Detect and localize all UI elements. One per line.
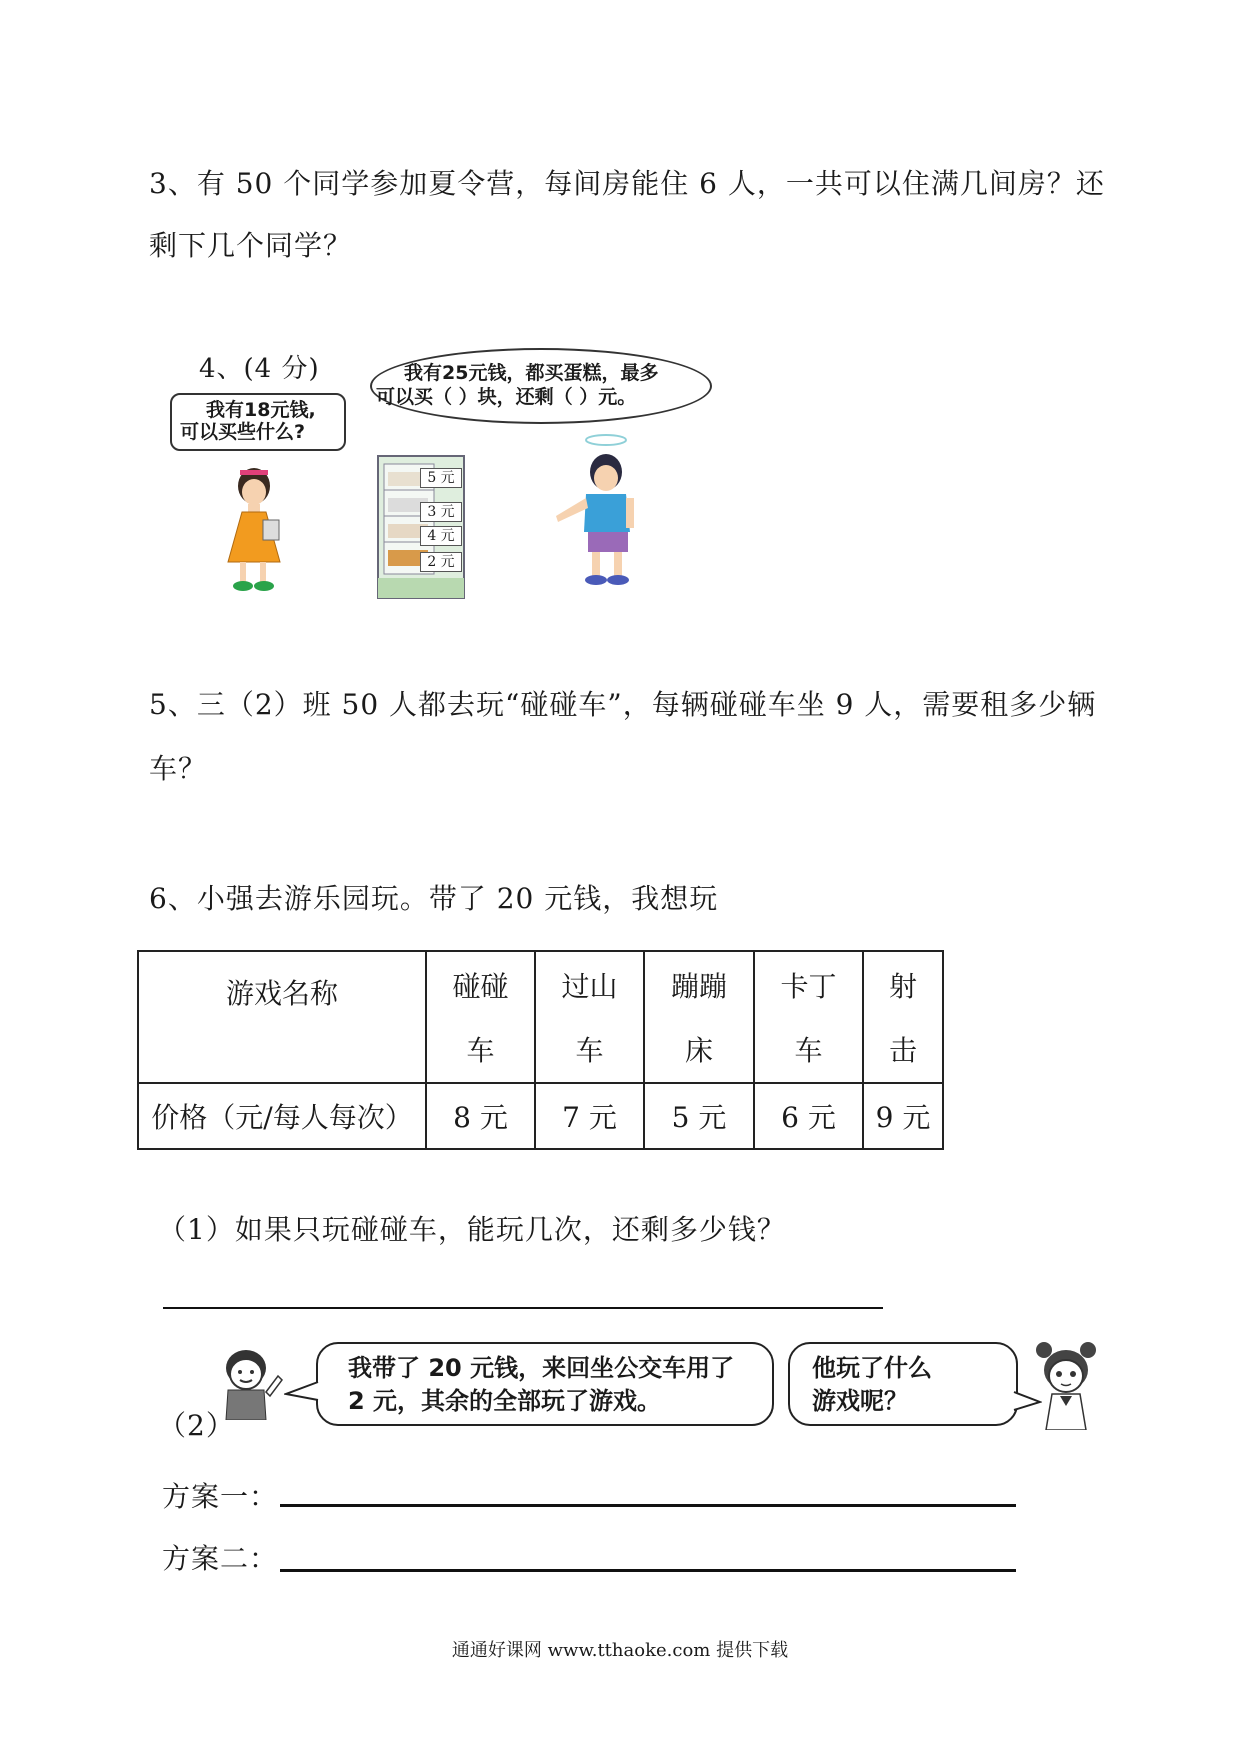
- header-label-cell: [138, 951, 426, 1083]
- table-row: [138, 951, 943, 1083]
- price-cell: 8 元: [426, 1083, 535, 1149]
- price-tag-1: 5 元: [420, 468, 462, 488]
- game-name-top: 碰碰: [452, 970, 509, 1003]
- game-name-top: 卡丁: [780, 970, 837, 1003]
- q6-intro: 6、小强去游乐园玩。带了 20 元钱，我想玩: [149, 882, 719, 915]
- boy-bubble-line2: 可以买（ ）块，还剩（ ）元。: [376, 386, 637, 408]
- game-name-cell: [644, 951, 754, 1083]
- boy-speech-line2: 2 元，其余的全部玩了游戏。: [348, 1387, 662, 1415]
- boy-speech-line1: 我带了 20 元钱，来回坐公交车用了: [348, 1354, 735, 1382]
- q5-line2: 车？: [149, 752, 208, 785]
- q4-label: 4、(4 分): [199, 354, 320, 384]
- price-cell: 9 元: [863, 1083, 943, 1149]
- q3-line2: 剩下几个同学？: [149, 229, 353, 262]
- game-name-bottom: 车: [575, 1034, 604, 1067]
- girl-illustration: [208, 462, 298, 598]
- plan2-label: 方案二：: [162, 1542, 279, 1575]
- game-name-top: 蹦蹦: [670, 970, 727, 1003]
- boy-speech-bubble: [316, 1342, 774, 1426]
- game-name-bottom: 击: [888, 1034, 917, 1067]
- game-name-top: 过山: [561, 970, 618, 1003]
- boy-speech-tail: [284, 1380, 320, 1404]
- girl-cartoon-icon: [1030, 1340, 1102, 1434]
- girl-speech-line1: 他玩了什么: [812, 1354, 932, 1382]
- answer-line-1: [163, 1307, 883, 1309]
- q6-sub1: （1）如果只玩碰碰车，能玩几次，还剩多少钱？: [158, 1213, 786, 1246]
- game-name-bottom: 车: [466, 1034, 495, 1067]
- header-label: 游戏名称: [225, 977, 338, 1010]
- game-name-cell: [535, 951, 644, 1083]
- price-cell: 6 元: [754, 1083, 863, 1149]
- table-row: [138, 1083, 943, 1149]
- footer-credit: 通通好课网 www.tthaoke.com 提供下载: [451, 1640, 789, 1661]
- boy-thought-bubble: [370, 348, 712, 424]
- girl-bubble-line1: 我有18元钱,: [206, 399, 316, 421]
- boy-bubble-line1: 我有25元钱，都买蛋糕，最多: [404, 362, 659, 384]
- girl-speech-bubble: [788, 1342, 1018, 1426]
- game-name-cell: [863, 951, 943, 1083]
- game-price-table: [137, 950, 944, 1150]
- price-tag-3: 4 元: [420, 526, 462, 546]
- price-cell: 7 元: [535, 1083, 644, 1149]
- q6-sub2-label: （2）: [158, 1409, 235, 1442]
- game-name-bottom: 车: [794, 1034, 823, 1067]
- game-name-cell: [754, 951, 863, 1083]
- girl-bubble-line2: 可以买些什么?: [180, 421, 306, 443]
- game-name-bottom: 床: [684, 1034, 713, 1067]
- price-label-cell: 价格（元/每人每次）: [138, 1083, 426, 1149]
- girl-speech-line2: 游戏呢？: [812, 1387, 908, 1415]
- game-name-top: 射: [888, 970, 917, 1003]
- q3-line1: 3、有 50 个同学参加夏令营，每间房能住 6 人，一共可以住满几间房？还: [149, 167, 1105, 200]
- price-cell: 5 元: [644, 1083, 754, 1149]
- plan1-label: 方案一：: [162, 1480, 279, 1513]
- plan1-answer-line[interactable]: [280, 1504, 1016, 1507]
- girl-thought-bubble: [170, 393, 346, 451]
- price-tag-2: 3 元: [420, 502, 462, 522]
- game-name-cell: [426, 951, 535, 1083]
- q5-line1: 5、三（2）班 50 人都去玩“碰碰车”，每辆碰碰车坐 9 人，需要租多少辆: [149, 688, 1097, 721]
- boy-illustration: [548, 432, 644, 592]
- plan2-answer-line[interactable]: [280, 1569, 1016, 1572]
- price-tag-4: 2 元: [420, 552, 462, 572]
